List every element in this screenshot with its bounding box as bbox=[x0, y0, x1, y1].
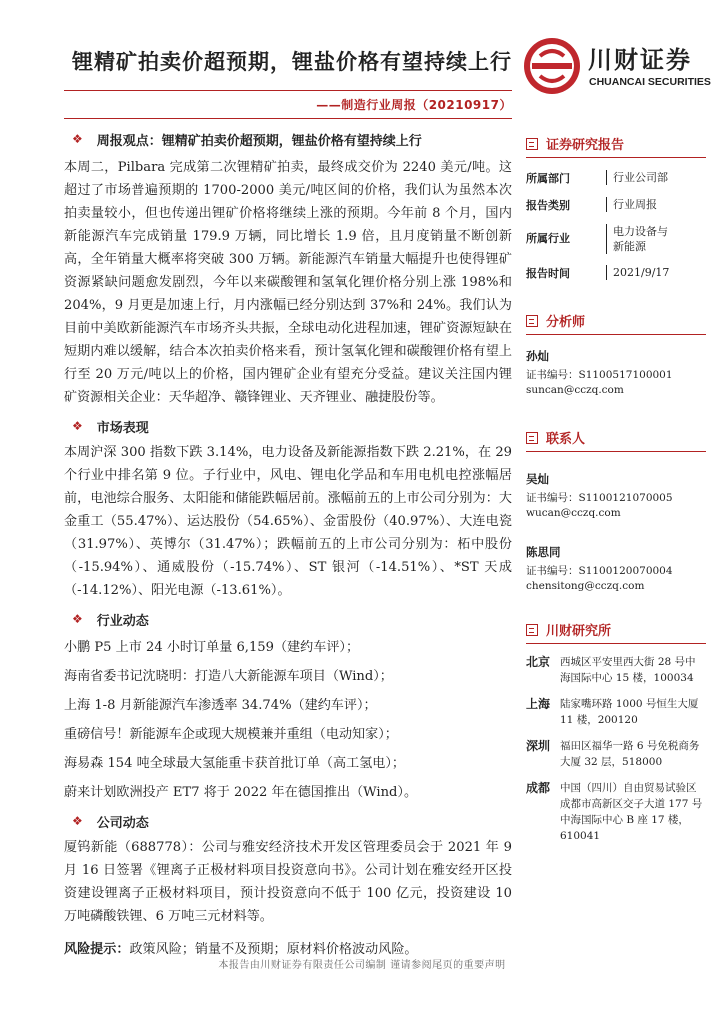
office-item bbox=[526, 780, 706, 844]
report-info-table bbox=[526, 170, 706, 281]
info-value: 2021/9/17 bbox=[606, 265, 669, 280]
info-row bbox=[526, 197, 706, 213]
news-heading bbox=[64, 608, 512, 630]
office-city: 深圳 bbox=[526, 739, 551, 753]
company-heading-text: 公司动态 bbox=[96, 815, 149, 831]
office-item bbox=[526, 696, 706, 728]
market-body: 本周沪深 300 指数下跌 3.14%，电力设备及新能源指数下跌 2.21%，在 29 个行业中排名第 9 位。子行业中，风电、锂电化学品和车用电机电控涨幅居前，电池综合服务、太阳能和储能跌幅居前。涨幅前五的上市公司分别为：大金重工（55.47%）、运达股份（54.65%）、金雷股份（40.97%）、大连电瓷（31.97%）、英博尔（31.47%）；跌幅前五的上市公司分别为：柘中股份（-15.94%）、通威股份（-15.74%）、ST 银河（-14.51%）、*ST 天成（-14.12%）、阳光电源（-13.61%）。 bbox=[64, 445, 512, 598]
analyst-email[interactable]: suncan@cczq.com bbox=[526, 384, 624, 396]
risk-text: 政策风险；销量不及预期；原材料价格波动风险。 bbox=[129, 942, 418, 957]
contact-card bbox=[526, 472, 706, 521]
section-marker-icon bbox=[526, 624, 538, 636]
contact-email[interactable]: chensitong@cczq.com bbox=[526, 580, 645, 592]
viewpoint-body: 本周二，Pilbara 完成第二次锂精矿拍卖，最终成交价为 2240 美元/吨。这超过了市场普遍预期的 1700-2000 美元/吨区间的价格，我们认为虽然本次拍卖量较小，但也传递出锂矿价格将继续上涨的预期。今年前 8 个月，国内新能源汽车完成销量 179.9 万辆，同比增长 1.9 倍，且月度销量不断创新高，全年销量大概率将突破 300 万辆。新能源汽车销量大幅提升也使得锂矿资源紧缺问题愈发剧烈，今年以来碳酸锂和氢氧化锂价格分别上涨 198%和 204%，9 月更是加速上行，月内涨幅已经分别达到 37%和 24%。我们认为目前中美欧新能源汽车市场齐头共振，全球电动化进程加速，锂矿资源短缺在短期内难以缓解，结合本次拍卖价格来看，预计氢氧化锂和碳酸锂价格有望上行至 20 万元/吨以上的价格，国内锂矿企业有望充分受益。建议关注国内锂矿资源相关企业：天华超净、赣锋锂业、天齐锂业、融捷股份等。 bbox=[64, 160, 512, 405]
info-key: 所属行业 bbox=[526, 232, 570, 245]
analyst-name: 孙灿 bbox=[526, 349, 549, 363]
diamond-bullet-icon: ❖ bbox=[72, 814, 83, 828]
info-row bbox=[526, 224, 706, 254]
info-value: 行业周报 bbox=[606, 197, 657, 212]
main-content bbox=[64, 128, 512, 961]
report-subtitle: ——制造行业周报（20210917） bbox=[316, 98, 512, 112]
info-row bbox=[526, 265, 706, 281]
contact-cert: 证书编号：S1100120070004 bbox=[526, 565, 673, 577]
office-city: 上海 bbox=[526, 697, 551, 711]
sidebar bbox=[526, 134, 706, 844]
diamond-bullet-icon: ❖ bbox=[72, 132, 83, 146]
section-marker-icon bbox=[526, 138, 538, 150]
section-marker-icon bbox=[526, 315, 538, 327]
office-city: 北京 bbox=[526, 655, 551, 669]
footer-disclaimer: 本报告由川财证券有限责任公司编制 谨请参阅尾页的重要声明 bbox=[218, 960, 506, 971]
logo-name-en: CHUANCAI SECURITIES bbox=[589, 76, 711, 88]
info-key: 报告类别 bbox=[526, 199, 570, 212]
info-value: 行业公司部 bbox=[606, 170, 668, 185]
office-item bbox=[526, 738, 706, 770]
viewpoint-heading bbox=[64, 128, 512, 150]
news-item: 上海 1-8 月新能源汽车渗透率 34.74%（建约车评）； bbox=[64, 698, 377, 713]
company-logo bbox=[522, 36, 711, 96]
news-item: 重磅信号！新能源车企或现大规模兼并重组（电动知家）； bbox=[64, 727, 398, 742]
company-body: 厦钨新能（688778）：公司与雅安经济技术开发区管理委员会于 2021 年 9 月 16 日签署《锂离子正极材料项目投资意向书》。公司计划在雅安经开区投资建设锂离子正极材料项目，预计投资意向不低于 100 亿元，投资建设 10 万吨磷酸铁锂、6 万吨三元材料等。 bbox=[64, 840, 512, 924]
office-address: 陆家嘴环路 1000 号恒生大厦 11 楼，200120 bbox=[560, 698, 699, 726]
header-divider bbox=[64, 90, 512, 91]
contact-card bbox=[526, 545, 706, 594]
header-divider-bottom bbox=[64, 118, 512, 119]
market-heading-text: 市场表现 bbox=[96, 420, 149, 436]
contact-name: 陈思同 bbox=[526, 545, 561, 559]
chuancai-logo-icon bbox=[522, 36, 582, 96]
contacts-heading-text: 联系人 bbox=[546, 432, 586, 447]
office-address: 福田区福华一路 6 号免税商务大厦 32 层，518000 bbox=[560, 740, 700, 768]
office-item bbox=[526, 654, 706, 686]
news-list bbox=[64, 636, 512, 804]
info-key: 所属部门 bbox=[526, 172, 570, 185]
analyst-heading bbox=[526, 311, 706, 335]
info-row bbox=[526, 170, 706, 186]
analyst-heading-text: 分析师 bbox=[546, 315, 586, 330]
office-address: 中国（四川）自由贸易试验区成都市高新区交子大道 177 号中海国际中心 B 座 17 楼，610041 bbox=[560, 782, 703, 842]
news-item: 小鹏 P5 上市 24 小时订单量 6,159（建约车评）； bbox=[64, 640, 360, 655]
viewpoint-heading-text: 周报观点：锂精矿拍卖价超预期，锂盐价格有望持续上行 bbox=[96, 133, 422, 149]
info-key: 报告时间 bbox=[526, 267, 570, 280]
market-heading bbox=[64, 415, 512, 437]
section-marker-icon bbox=[526, 432, 538, 444]
diamond-bullet-icon: ❖ bbox=[72, 419, 83, 433]
offices-heading bbox=[526, 620, 706, 644]
news-item: 海南省委书记沈晓明：打造八大新能源车项目（Wind）； bbox=[64, 669, 393, 684]
info-value: 电力设备与新能源 bbox=[606, 224, 678, 254]
contacts-heading bbox=[526, 428, 706, 452]
contact-cert: 证书编号：S1100121070005 bbox=[526, 492, 673, 504]
offices-heading-text: 川财研究所 bbox=[546, 624, 612, 639]
office-city: 成都 bbox=[526, 781, 551, 795]
logo-name-cn: 川财证券 bbox=[588, 46, 692, 74]
report-info-heading-text: 证券研究报告 bbox=[546, 138, 625, 153]
news-item: 海易森 154 吨全球最大氢能重卡获首批订单（高工氢电）； bbox=[64, 756, 406, 771]
analyst-cert: 证书编号：S1100517100001 bbox=[526, 369, 673, 381]
report-info-heading bbox=[526, 134, 706, 158]
analyst-card bbox=[526, 349, 706, 398]
diamond-bullet-icon: ❖ bbox=[72, 612, 83, 626]
contact-name: 吴灿 bbox=[526, 472, 549, 486]
office-address: 西城区平安里西大街 28 号中海国际中心 15 楼，100034 bbox=[560, 656, 696, 684]
report-title: 锂精矿拍卖价超预期，锂盐价格有望持续上行 bbox=[72, 50, 512, 74]
news-item: 蔚来计划欧洲投产 ET7 将于 2022 年在德国推出（Wind）。 bbox=[64, 785, 418, 800]
news-heading-text: 行业动态 bbox=[96, 613, 149, 629]
risk-label: 风险提示： bbox=[64, 942, 130, 957]
company-heading bbox=[64, 810, 512, 832]
contact-email[interactable]: wucan@cczq.com bbox=[526, 507, 621, 519]
